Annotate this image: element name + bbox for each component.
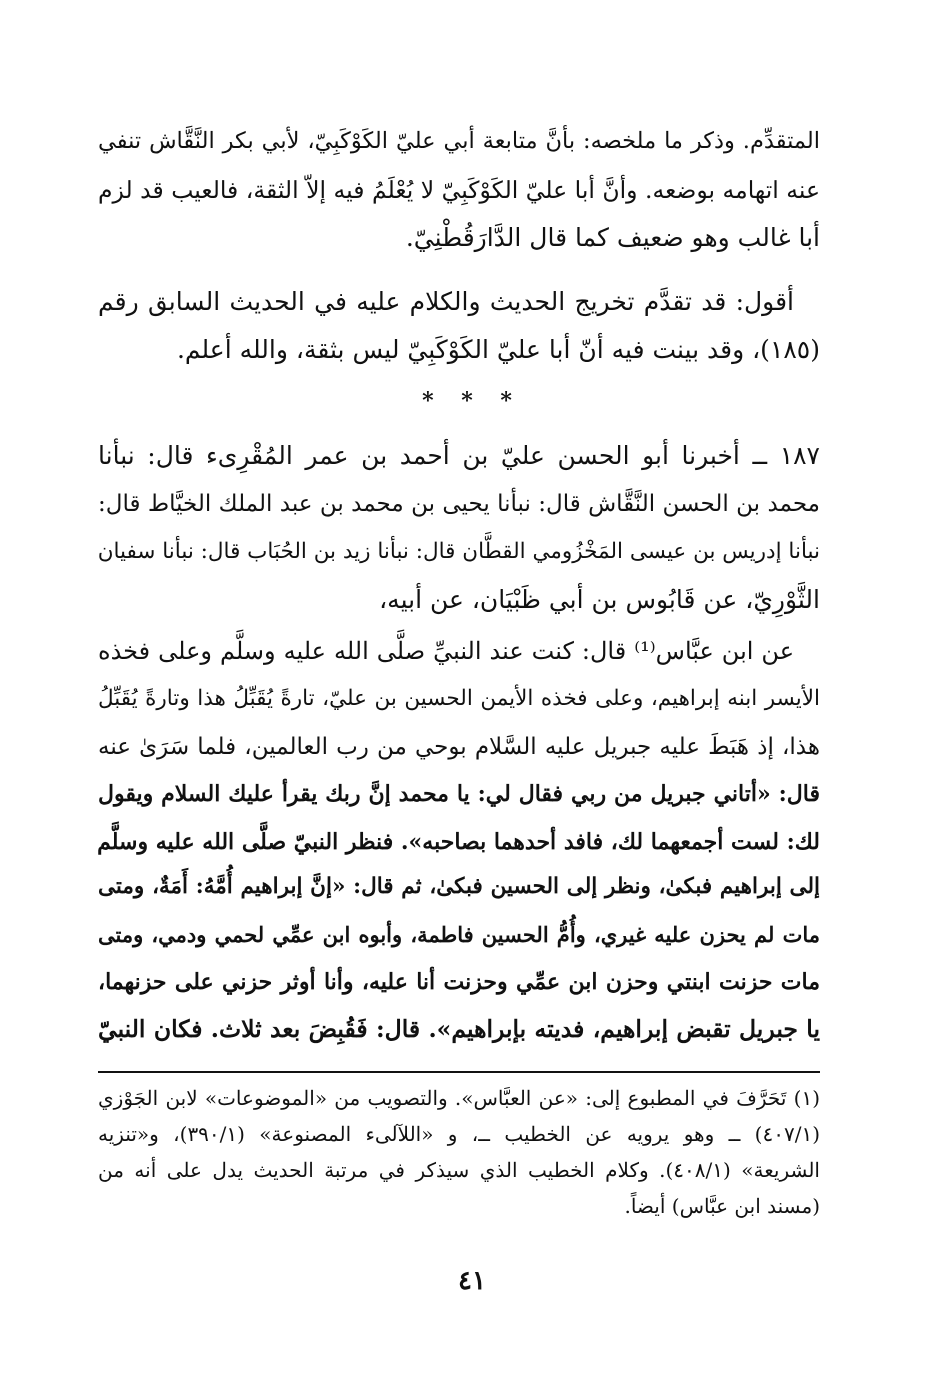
matn-line: مات حزنت ابنتي وحزن ابن عمِّي وحزنت أنا عليه، وأنا أوثر حزني على حزنهما، (98, 969, 820, 995)
paragraph-line: المتقدِّم. وذكر ما ملخصه: بأنَّ متابعة أبي عليّ الكَوْكَبِيّ، لأبي بكر النَّقَّاش تنفي (98, 128, 820, 154)
matn-line: يا جبريل تقبض إبراهيم، فديته بإبراهيم». قال: فَقُبِضَ بعد ثلاث. فكان النبيّ (98, 1015, 820, 1043)
footnote-line: (مسند ابن عبَّاس) أيضاً. (624, 1194, 820, 1218)
matn-line: إلى إبراهيم فبكىٰ، ونظر إلى الحسين فبكىٰ، ثم قال: «إنَّ إبراهيم أُمَّهُ: أَمَةٌ، ومتى (98, 874, 820, 899)
footnote-line: (٤٠٧/١) ــ وهو يرويه عن الخطيب ــ، و «اللآلىء المصنوعة» (٣٩٠/١)، و«تنزيه (98, 1122, 821, 1146)
matn-line: لك: لست أجمعهما لك، فافد أحدهما بصاحبه». فنظر النبيّ صلَّى الله عليه وسلَّم (97, 829, 820, 855)
paragraph-line: أبا غالب وهو ضعيف كما قال الدَّارَقُطْنِيّ. (405, 223, 820, 252)
paragraph-line: أقول: قد تقدَّم تخريج الحديث والكلام عليه في الحديث السابق رقم (98, 287, 794, 316)
footnote-line: الشريعة» (٤٠٨/١). وكلام الخطيب الذي سيذكر في مرتبة الحديث يدل على أنه من (98, 1158, 820, 1182)
isnad-line: محمد بن الحسن النَّقَّاش قال: نبأنا يحيى بن محمد بن عبد الملك الخيَّاط قال: (98, 491, 820, 517)
isnad-line: الثَّوْرِيّ، عن قَابُوس بن أبي ظَبْيَان، عن أبيه، (379, 585, 820, 614)
hadith-number-line: ١٨٧ ــ أخبرنا أبو الحسن عليّ بن أحمد بن عمر المُقْرِىء قال: نبأنا (98, 441, 820, 470)
matn-line: الأيسر ابنه إبراهيم، وعلى فخذه الأيمن الحسين بن عليّ، تارةً يُقَبِّلُ هذا وتارةً يُقَبِّلُ (98, 686, 820, 711)
page-number: ٤١ (458, 1266, 486, 1296)
footnote-divider (98, 1071, 820, 1073)
footnote-line: (١) تَحَرَّفَ في المطبوع إلى: «عن العبَّاس». والتصويب من «الموضوعات» لابن الجَوْزي (98, 1086, 820, 1110)
paragraph-line: عنه اتهامه بوضعه. وأنَّ أبا عليّ الكَوْكَبِيّ لا يُعْلَمُ فيه إلاّ الثقة، فالعيب قد لزم (98, 176, 820, 204)
matn-line: مات لم يحزن عليه غيري، وأُمُّ الحسين فاطمة، وأبوه ابن عمِّي لحمي ودمي، ومتى (98, 922, 820, 947)
paragraph-line: (١٨٥)، وقد بينت فيه أنّ أبا عليّ الكَوْكَبِيّ ليس بثقة، والله أعلم. (176, 335, 820, 364)
matn-line: عن ابن عبَّاس⁽¹⁾ قال: كنت عند النبيِّ صلَّى الله عليه وسلَّم وعلى فخذه (98, 637, 795, 665)
section-separator: * * * (422, 388, 522, 414)
matn-line: هذا، إذ هَبَطَ عليه جبريل عليه السَّلام بوحي من رب العالمين، فلما سَرَىٰ عنه (98, 734, 820, 760)
matn-line: قال: «أتاني جبريل من ربي فقال لي: يا محمد إنَّ ربك يقرأ عليك السلام ويقول (98, 781, 820, 807)
isnad-line: نبأنا إدريس بن عيسى المَخْزُومي القطَّان قال: نبأنا زيد بن الحُبَاب قال: نبأنا سفيان (97, 539, 820, 564)
